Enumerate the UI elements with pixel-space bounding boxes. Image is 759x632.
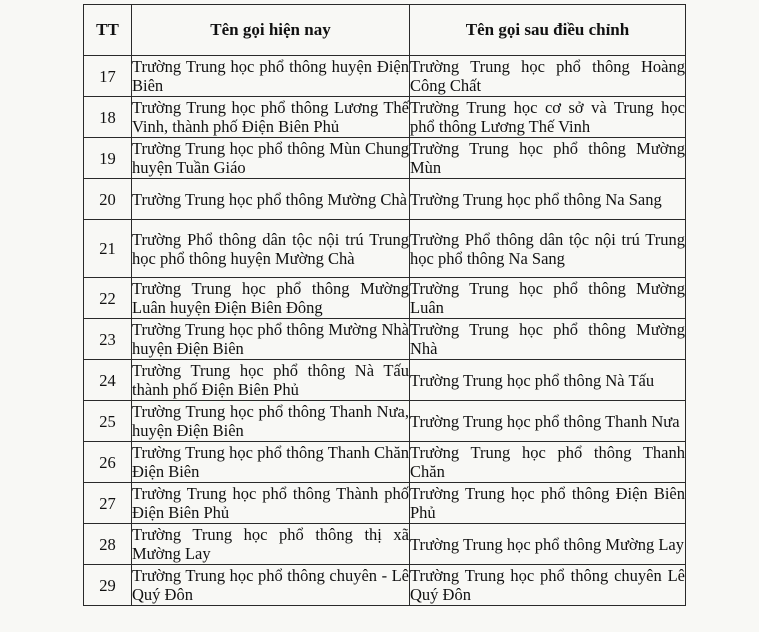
table-row: [84, 56, 686, 97]
current-name-cell: Trường Trung học phổ thông Mường Nhà huyện Điện Biên: [132, 320, 409, 358]
table-row: [84, 220, 686, 278]
current-name-cell: Trường Trung học phổ thông huyện Điện Biên: [132, 57, 409, 95]
table-row: [84, 179, 686, 220]
row-number: 25: [84, 401, 132, 442]
table-row: [84, 278, 686, 319]
current-name-cell: Trường Trung học phổ thông Thanh Chăn Điện Biên: [132, 443, 409, 481]
row-number: 29: [84, 565, 132, 606]
row-number: 28: [84, 524, 132, 565]
current-name-cell: Trường Trung học phổ thông Lương Thế Vinh, thành phố Điện Biên Phủ: [132, 98, 409, 136]
header-current-name: Tên gọi hiện nay: [132, 5, 410, 56]
new-name-cell: Trường Trung học phổ thông Nà Tấu: [410, 360, 686, 401]
new-name-cell: Trường Trung học phổ thông Na Sang: [410, 179, 686, 220]
table-row: [84, 442, 686, 483]
new-name-cell: Trường Trung học phổ thông chuyên Lê Quý Đôn: [410, 566, 685, 604]
header-new-name: Tên gọi sau điều chỉnh: [410, 5, 686, 56]
row-number: 26: [84, 442, 132, 483]
table-header-row: [84, 5, 686, 56]
new-name-cell: Trường Trung học phổ thông Thanh Chăn: [410, 443, 685, 481]
table-row: [84, 138, 686, 179]
school-renaming-table: [83, 4, 686, 606]
new-name-cell: Trường Phổ thông dân tộc nội trú Trung học phổ thông Na Sang: [410, 220, 686, 278]
row-number: 21: [84, 220, 132, 278]
new-name-cell: Trường Trung học phổ thông Mường Nhà: [410, 320, 685, 358]
current-name-cell: Trường Trung học phổ thông Mùn Chung huyện Tuần Giáo: [132, 139, 409, 177]
row-number: 17: [84, 56, 132, 97]
current-name-cell: Trường Trung học phổ thông Thành phố Điện Biên Phủ: [132, 484, 409, 522]
new-name-cell: Trường Trung học cơ sở và Trung học phổ thông Lương Thế Vinh: [410, 98, 685, 136]
new-name-cell: Trường Trung học phổ thông Mường Luân: [410, 279, 685, 317]
row-number: 18: [84, 97, 132, 138]
row-number: 22: [84, 278, 132, 319]
table-row: [84, 319, 686, 360]
current-name-cell: Trường Trung học phổ thông Mường Luân huyện Điện Biên Đông: [132, 279, 409, 317]
current-name-cell: Trường Trung học phổ thông thị xã Mường Lay: [132, 525, 409, 563]
table-row: [84, 483, 686, 524]
table-row: [84, 524, 686, 565]
table-row: [84, 565, 686, 606]
row-number: 27: [84, 483, 132, 524]
current-name-cell: Trường Trung học phổ thông Thanh Nưa, huyện Điện Biên: [132, 402, 409, 440]
new-name-cell: Trường Trung học phổ thông Điện Biên Phủ: [410, 484, 685, 522]
current-name-cell: Trường Phổ thông dân tộc nội trú Trung học phổ thông huyện Mường Chà: [132, 220, 410, 278]
current-name-cell: Trường Trung học phổ thông Mường Chà: [132, 179, 410, 220]
new-name-cell: Trường Trung học phổ thông Thanh Nưa: [410, 401, 686, 442]
current-name-cell: Trường Trung học phổ thông Nà Tấu thành phố Điện Biên Phủ: [132, 361, 409, 399]
new-name-cell: Trường Trung học phổ thông Mường Mùn: [410, 139, 685, 177]
header-tt: TT: [84, 5, 132, 56]
row-number: 24: [84, 360, 132, 401]
row-number: 23: [84, 319, 132, 360]
new-name-cell: Trường Trung học phổ thông Hoàng Công Chất: [410, 57, 685, 95]
row-number: 19: [84, 138, 132, 179]
new-name-cell: Trường Trung học phổ thông Mường Lay: [410, 524, 686, 565]
row-number: 20: [84, 179, 132, 220]
table-row: [84, 97, 686, 138]
table-row: [84, 401, 686, 442]
table-row: [84, 360, 686, 401]
current-name-cell: Trường Trung học phổ thông chuyên - Lê Quý Đôn: [132, 566, 409, 604]
